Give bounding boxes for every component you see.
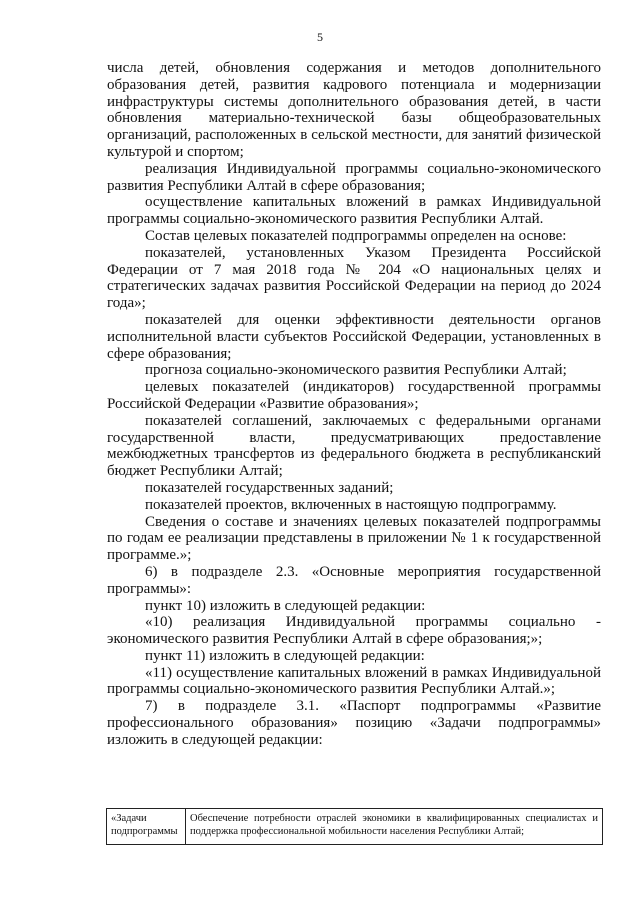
paragraph: реализация Индивидуальной программы социально-экономического развития Республики Алтай в сфере образования; bbox=[107, 160, 601, 194]
paragraph: показателей проектов, включенных в настоящую подпрограмму. bbox=[145, 496, 557, 513]
paragraph: Сведения о составе и значениях целевых показателей подпрограммы по годам ее реализации представлены в приложении № 1 к государственной программе.»; bbox=[107, 513, 601, 564]
tasks-table bbox=[106, 808, 603, 845]
table-label-cell: «Задачи подпрограммы bbox=[107, 809, 186, 845]
paragraph: пункт 10) изложить в следующей редакции: bbox=[145, 597, 426, 614]
paragraph: показателей, установленных Указом Президента Российской Федерации от 7 мая 2018 года № 204 «О национальных целях и стратегических задачах развития Российской Федерации на период до 2024 года»; bbox=[107, 244, 601, 312]
document-body bbox=[107, 60, 601, 749]
paragraph: целевых показателей (индикаторов) государственной программы Российской Федерации «Развитие образования»; bbox=[107, 379, 601, 412]
table-row bbox=[107, 809, 603, 845]
page-number: 5 bbox=[317, 30, 323, 44]
paragraph: «11) осуществление капитальных вложений в рамках Индивидуальной программы социально-экономического развития Республики Алтай.»; bbox=[107, 664, 601, 698]
paragraph: показателей для оценки эффективности деятельности органов исполнительной власти субъектов Российской Федерации, установленных в сфере образования; bbox=[107, 311, 601, 362]
paragraph: 6) в подразделе 2.3. «Основные мероприятия государственной программы»: bbox=[107, 563, 601, 597]
paragraph: числа детей, обновления содержания и методов дополнительного образования детей, развития кадрового потенциала и модернизации инфраструктуры системы дополнительного образования детей, в части обновления материально-технической базы общеобразовательных организаций, расположенных в сельской местности, для занятий физической культурой и спортом; bbox=[107, 60, 601, 160]
paragraph: показателей соглашений, заключаемых с федеральными органами государственной власти, предусматривающих предоставление межбюджетных трансфертов из федерального бюджета в республиканский бюджет Республики Алтай; bbox=[107, 412, 601, 480]
paragraph: прогноза социально-экономического развития Республики Алтай; bbox=[145, 362, 567, 379]
paragraph: осуществление капитальных вложений в рамках Индивидуальной программы социально-экономического развития Республики Алтай. bbox=[107, 194, 601, 228]
paragraph: пункт 11) изложить в следующей редакции: bbox=[145, 647, 425, 664]
paragraph: Состав целевых показателей подпрограммы определен на основе: bbox=[145, 227, 567, 244]
paragraph: показателей государственных заданий; bbox=[145, 479, 394, 496]
table-value-cell: Обеспечение потребности отраслей экономики в квалифицированных специалистах и поддержка профессиональной мобильности населения Республики Алтай; bbox=[186, 809, 603, 845]
paragraph: «10) реализация Индивидуальной программы социально - экономического развития Республики Алтай в сфере образования;»; bbox=[107, 614, 601, 648]
paragraph: 7) в подразделе 3.1. «Паспорт подпрограммы «Развитие профессионального образования» позицию «Задачи подпрограммы» изложить в следующей редакции: bbox=[107, 698, 601, 748]
